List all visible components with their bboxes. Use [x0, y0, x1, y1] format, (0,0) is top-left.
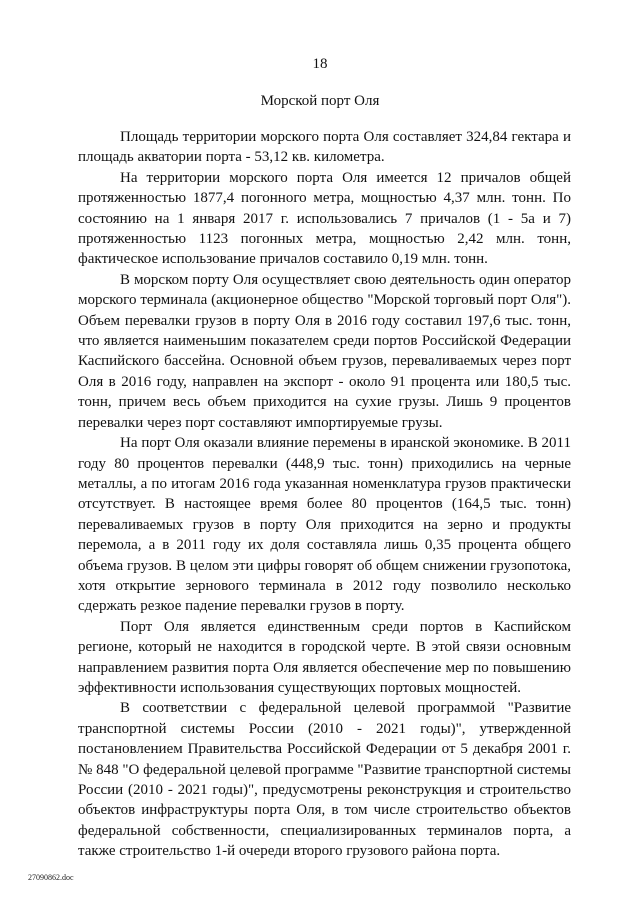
paragraph: В морском порту Оля осуществляет свою деятельность один оператор морского терминала (акционерное общество "Морской торговый порт Оля"). Объем перевалки грузов в порту Оля в 2016 году составил 197,6 тыс. тонн, что является наименьшим показателем среди портов Российской Федерации Каспийского бассейна. Основной объем грузов, переваливаемых через порт Оля в 2016 году, направлен на экспорт - около 91 процента или 180,5 тыс. тонн, причем весь объем приходится на сухие грузы. Лишь 9 процентов перевалки через порт составляют импортируемые грузы.: [78, 271, 571, 431]
document-title: Морской порт Оля: [260, 93, 380, 109]
footer-file-code: 27090862.doc: [28, 873, 74, 882]
paragraph: На территории морского порта Оля имеется 12 причалов общей протяженностью 1877,4 погонного метра, мощностью 4,37 млн. тонн. По состоянию на 1 января 2017 г. использовались 7 причалов (1 - 5а и 7) протяженностью 1123 погонных метра, мощностью 2,42 млн. тонн, фактическое использование причалов составило 0,19 млн. тонн.: [78, 169, 571, 268]
paragraph: Площадь территории морского порта Оля составляет 324,84 гектара и площадь акватории порта - 53,12 кв. километра.: [78, 129, 571, 166]
paragraph: Порт Оля является единственным среди портов в Каспийском регионе, который не находится в городской черте. В этой связи основным направлением развития порта Оля является обеспечение мер по повышению эффективности использования существующих портовых мощностей.: [78, 618, 571, 696]
document-body: [78, 127, 571, 862]
paragraph: На порт Оля оказали влияние перемены в иранской экономике. В 2011 году 80 процентов перевалки (448,9 тыс. тонн) приходились на черные металлы, а по итогам 2016 года указанная номенклатура грузов практически отсутствует. В настоящее время более 80 процентов (164,5 тыс. тонн) переваливаемых грузов в порту Оля приходится на зерно и продукты перемола, а в 2011 году их доля составляла лишь 0,35 процента общего объема грузов. В целом эти цифры говорят об общем снижении грузопотока, хотя открытие зернового терминала в 2012 году позволило несколько сдержать резкое падение перевалки грузов в порту.: [78, 435, 571, 615]
page-number: 18: [312, 56, 328, 72]
paragraph: В соответствии с федеральной целевой программой "Развитие транспортной системы России (2010 - 2021 годы)", утвержденной постановлением Правительства Российской Федерации от 5 декабря 2001 г. № 848 "О федеральной целевой программе "Развитие транспортной системы России (2010 - 2021 годы)", предусмотрены реконструкция и строительство объектов инфраструктуры порта Оля, в том числе строительство объектов федеральной собственности, специализированных терминалов порта, а также строительство 1-й очереди второго грузового района порта.: [78, 700, 571, 860]
